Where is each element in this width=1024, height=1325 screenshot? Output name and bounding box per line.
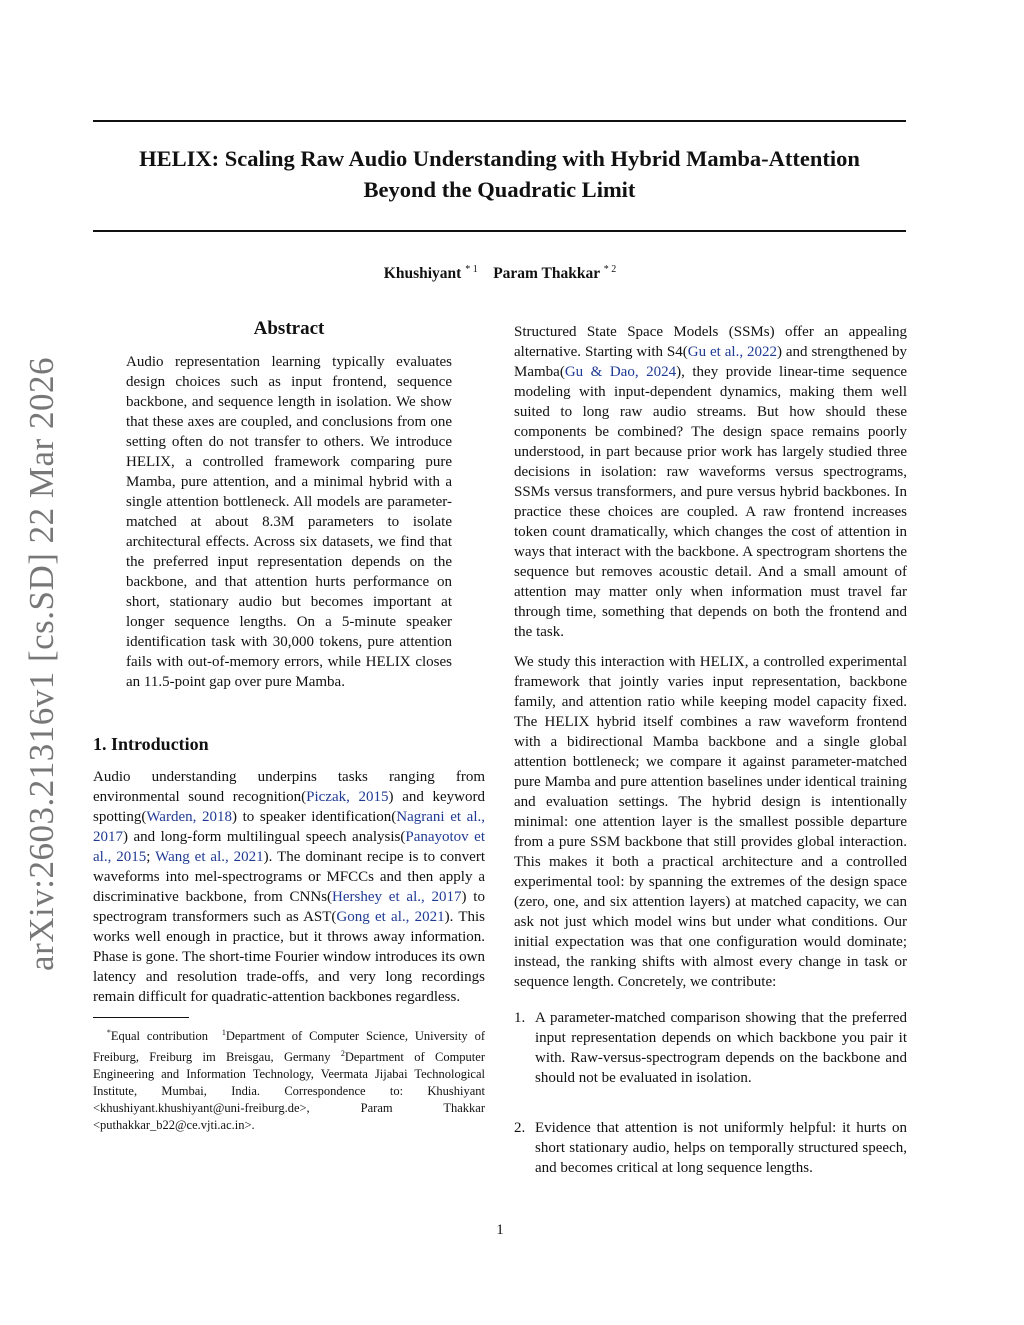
title-line-2: Beyond the Quadratic Limit [363,177,636,202]
footnote-mark: 2 [340,1049,345,1059]
text-run: ) and long-form multilingual speech analysis( [123,829,406,845]
contribution-text: Evidence that attention is not uniformly helpful: it hurts on short stationary audio, helps on temporally structured speech, and becomes critical at long sequence lengths. [535,1120,907,1176]
text-run: Structured State Space Models (SSMs) offer an appealing alternative. Starting with S4( [514,324,907,360]
left-column [93,318,485,1134]
body-paragraph [514,322,907,642]
list-number: 1. [514,1010,526,1026]
text-run: ) to speaker identification( [231,809,397,825]
footnote-mark: * [106,1028,111,1037]
paper-title [93,143,906,205]
author-affiliation-mark: * 1 [465,264,478,275]
author-list [0,264,1000,283]
citation-link[interactable]: Hershey et al., 2017 [332,889,462,905]
text-run: ) and keyword spotting( [93,789,486,825]
author-name: Khushiyant [383,265,462,283]
text-run: ). The dominant recipe is to convert waveforms into mel-spectrograms or MFCCs and then apply a discriminative backbone, from CNNs( [93,849,486,905]
abstract-text: Audio representation learning typically evaluates design choices such as input frontend, sequence backbone, and sequence length in isolation. We show that these axes are coupled, and conclusions from one setting often do not transfer to others. We introduce HELIX, a controlled framework comparing pure Mamba, pure attention, and a minimal hybrid with a single attention bottleneck. All models are parameter-matched at about 8.3M parameters to isolate architectural effects. Across six datasets, we find that the preferred input representation depends on the backbone, and that attention hurts performance on short, stationary audio but becomes important at longer sequence lengths. On a 5-minute speaker identification task with 30,000 tokens, pure attention fails with out-of-memory errors, while HELIX closes an 11.5-point gap over pure Mamba. [126,354,452,690]
citation-link[interactable]: Wang et al., 2021 [155,849,264,865]
citation-link[interactable]: Gu et al., 2022 [687,344,777,360]
citation-link[interactable]: Nagrani et al., 2017 [93,809,485,845]
text-run: ) to spectrogram transformers such as AST( [93,889,485,925]
contribution-item [514,1008,907,1088]
citation-link[interactable]: Warden, 2018 [146,809,232,825]
text-run: ), they provide linear-time sequence modeling with input-dependent dynamics, making them well suited to long raw audio streams. But how should these components be combined? The design space remains poorly understood, in part because prior work has largely studied three decisions in isolation: raw waveforms versus spectrograms, SSMs versus transformers, and pure versus hybrid backbones. In practice these choices are coupled. A raw frontend increases token count dramatically, which changes the cost of attention in ways that interact with the backbone. A spectrogram shortens the sequence but removes acoustic detail. And a small amount of attention may matter only when information must travel far through time, something that depends on both the frontend and the task. [514,364,908,640]
contribution-text: A parameter-matched comparison showing that the preferred input representation depends on which backbone you pair it with. Raw-versus-spectrogram depends on the backbone and should not be evaluated in isolation. [535,1010,907,1086]
citation-link[interactable]: Piczak, 2015 [306,789,389,805]
section-heading-introduction: 1. Introduction [93,734,209,754]
citation-link[interactable]: Gu & Dao, 2024 [564,364,677,380]
equal-contribution-note: Equal contribution [110,1029,209,1044]
arxiv-identifier: arXiv:2603.21316v1 [cs.SD] 22 Mar 2026 [22,357,61,971]
text-run: ). This works well enough in practice, but it throws away information. Phase is gone. The short-time Fourier window introduces its own latency and resolution trade-offs, and very long recordings remain difficult for quadratic-attention backbones regardless. [93,909,486,1005]
author-name: Param Thakkar [493,265,600,283]
affiliation-1: Department of Computer Science, University of Freiburg, Freiburg im Breisgau, Germany [93,1029,485,1065]
author-affiliation-mark: * 2 [603,264,617,275]
page-number: 1 [496,1222,504,1238]
contribution-item [514,1118,907,1178]
title-rule-bottom [93,230,906,232]
right-column [514,322,907,1208]
body-paragraph: We study this interaction with HELIX, a controlled experimental framework that jointly varies input representation, backbone family, and attention ratio while keeping model capacity fixed. The HELIX hybrid itself combines a raw waveform frontend with a bidirectional Mamba backbone and a single global attention bottleneck; we compare it against parameter-matched pure Mamba and pure attention baselines under identical training and evaluation settings. The hybrid design is intentionally minimal: one attention layer is the smallest possible departure from a pure SSM backbone that still provides global interaction. This makes it both a practical architecture and a controlled experimental tool: by spanning the extremes of the design space (zero, one, and six attention layers) at matched capacity, we can ask not just which model wins but under what conditions. Our initial expectation was that one configuration would dominate; instead, the ranking shifts with almost every change in task or sequence length. Concretely, we contribute: [514,654,907,990]
title-rule-top [93,120,906,122]
affiliation-footnote [93,1024,485,1134]
introduction-paragraph [93,767,485,1007]
affiliation-2: Department of Computer Engineering and Information Technology, Veermata Jijabai Technological Institute, Mumbai, India. Correspondence to: Khushiyant <khushiyant.khushiyant@uni-freiburg.de>, Param Thakkar <puthakkar_b22@ce.vjti.ac.in>. [93,1050,485,1133]
text-run: Audio understanding underpins tasks ranging from environmental sound recognition( [93,769,485,805]
abstract-heading: Abstract [253,318,325,339]
contribution-list [514,1008,907,1178]
citation-link[interactable]: Panayotov et al., 2015 [93,829,485,865]
citation-link[interactable]: Gong et al., 2021 [336,909,445,925]
text-run: ; [146,849,156,865]
title-line-1: HELIX: Scaling Raw Audio Understanding with Hybrid Mamba-Attention [139,146,860,171]
footnote-divider [93,1017,189,1018]
text-run: ) and strengthened by Mamba( [514,344,907,380]
list-number: 2. [514,1120,526,1136]
footnote-mark: 1 [221,1028,226,1037]
